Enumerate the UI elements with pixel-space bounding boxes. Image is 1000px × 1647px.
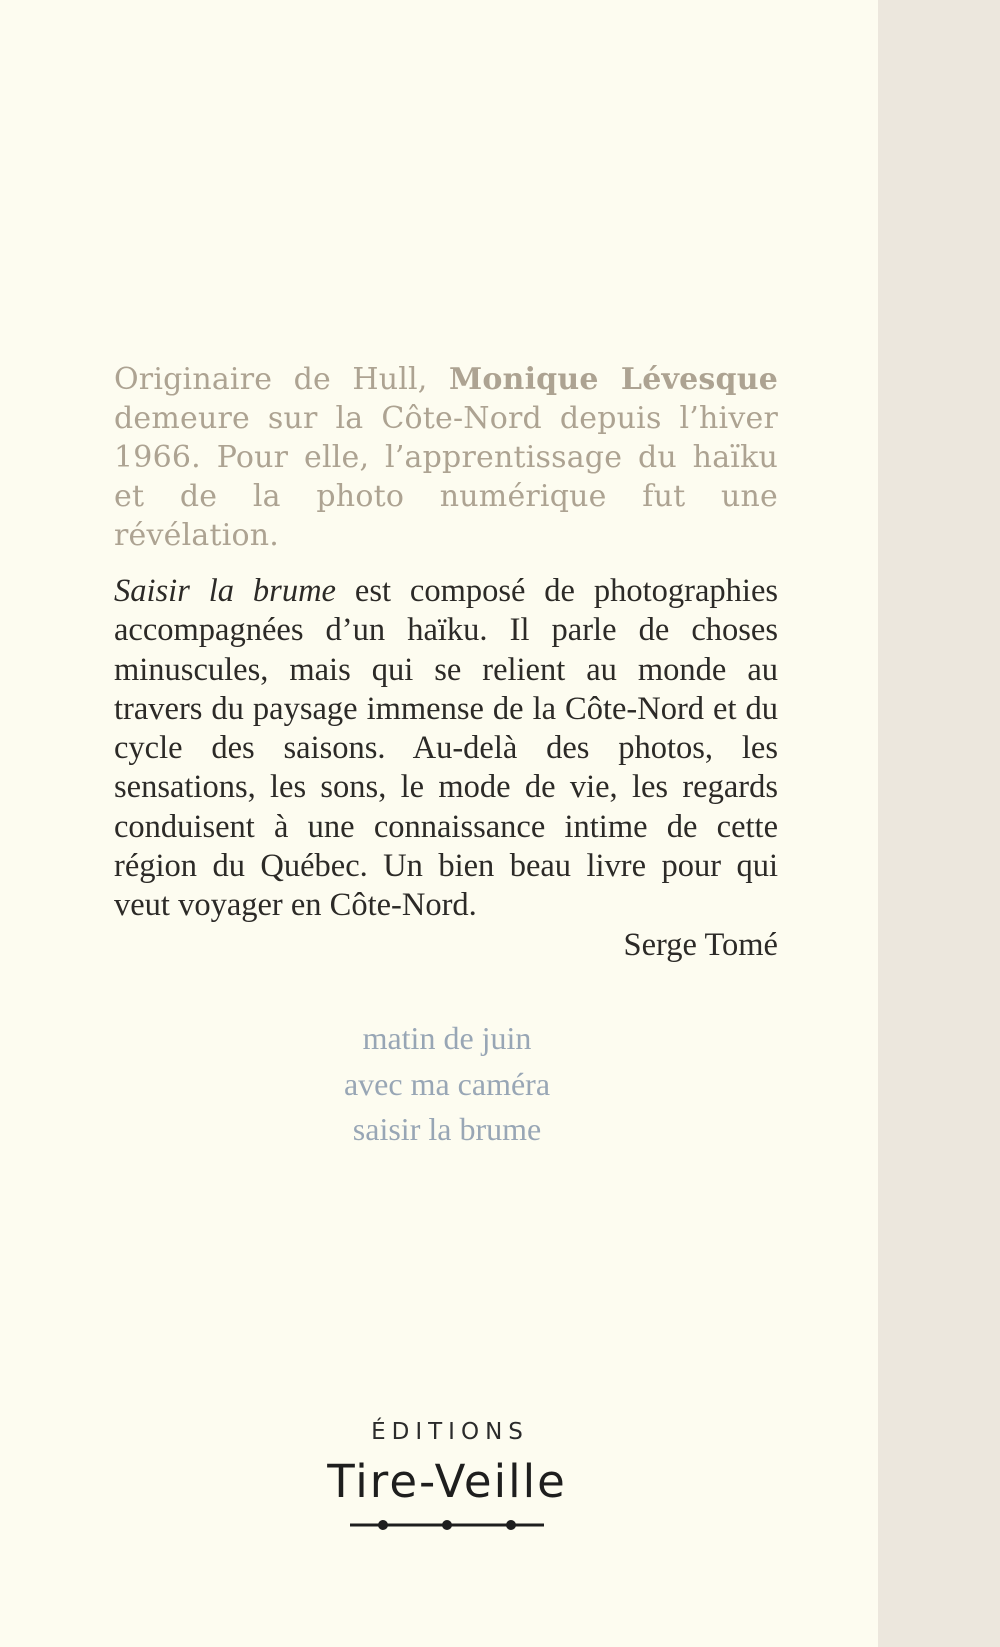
publisher-logo xyxy=(250,1418,644,1532)
ornament-rule-icon xyxy=(350,1518,544,1532)
haiku-line: avec ma caméra xyxy=(343,1065,551,1102)
bio-intro: Originaire de Hull, xyxy=(114,362,428,397)
spine-strip xyxy=(878,0,1000,1647)
haiku-line: matin de juin xyxy=(362,1020,532,1056)
author-name: Monique Lévesque xyxy=(448,362,778,397)
haiku-line: saisir la brume xyxy=(352,1111,542,1147)
publisher-label: ÉDITIONS xyxy=(371,1419,529,1445)
book-blurb xyxy=(114,572,778,926)
haiku xyxy=(230,1016,664,1153)
bio-text: demeure sur la Côte-Nord depuis l’hiver 1966. Pour elle, l’apprentissage du haïku et de la photo numérique fut une révélation. xyxy=(114,401,778,553)
book-title: Saisir la brume xyxy=(114,573,336,609)
blurb-text: est composé de photographies accompagnées d’un haïku. Il parle de choses minuscules, mais qui se relient au monde au travers du paysage immense de la Côte-Nord et du cycle des saisons. Au-delà des photos, les sensations, les sons, le mode de vie, les regards conduisent à une connaissance intime de cette région du Québec. Un bien beau livre pour qui veut voyager en Côte-Nord. xyxy=(114,573,779,924)
blurb-signature: Serge Tomé xyxy=(623,927,778,963)
publisher-name: Tire-Veille xyxy=(327,1455,567,1508)
author-bio xyxy=(114,360,778,555)
